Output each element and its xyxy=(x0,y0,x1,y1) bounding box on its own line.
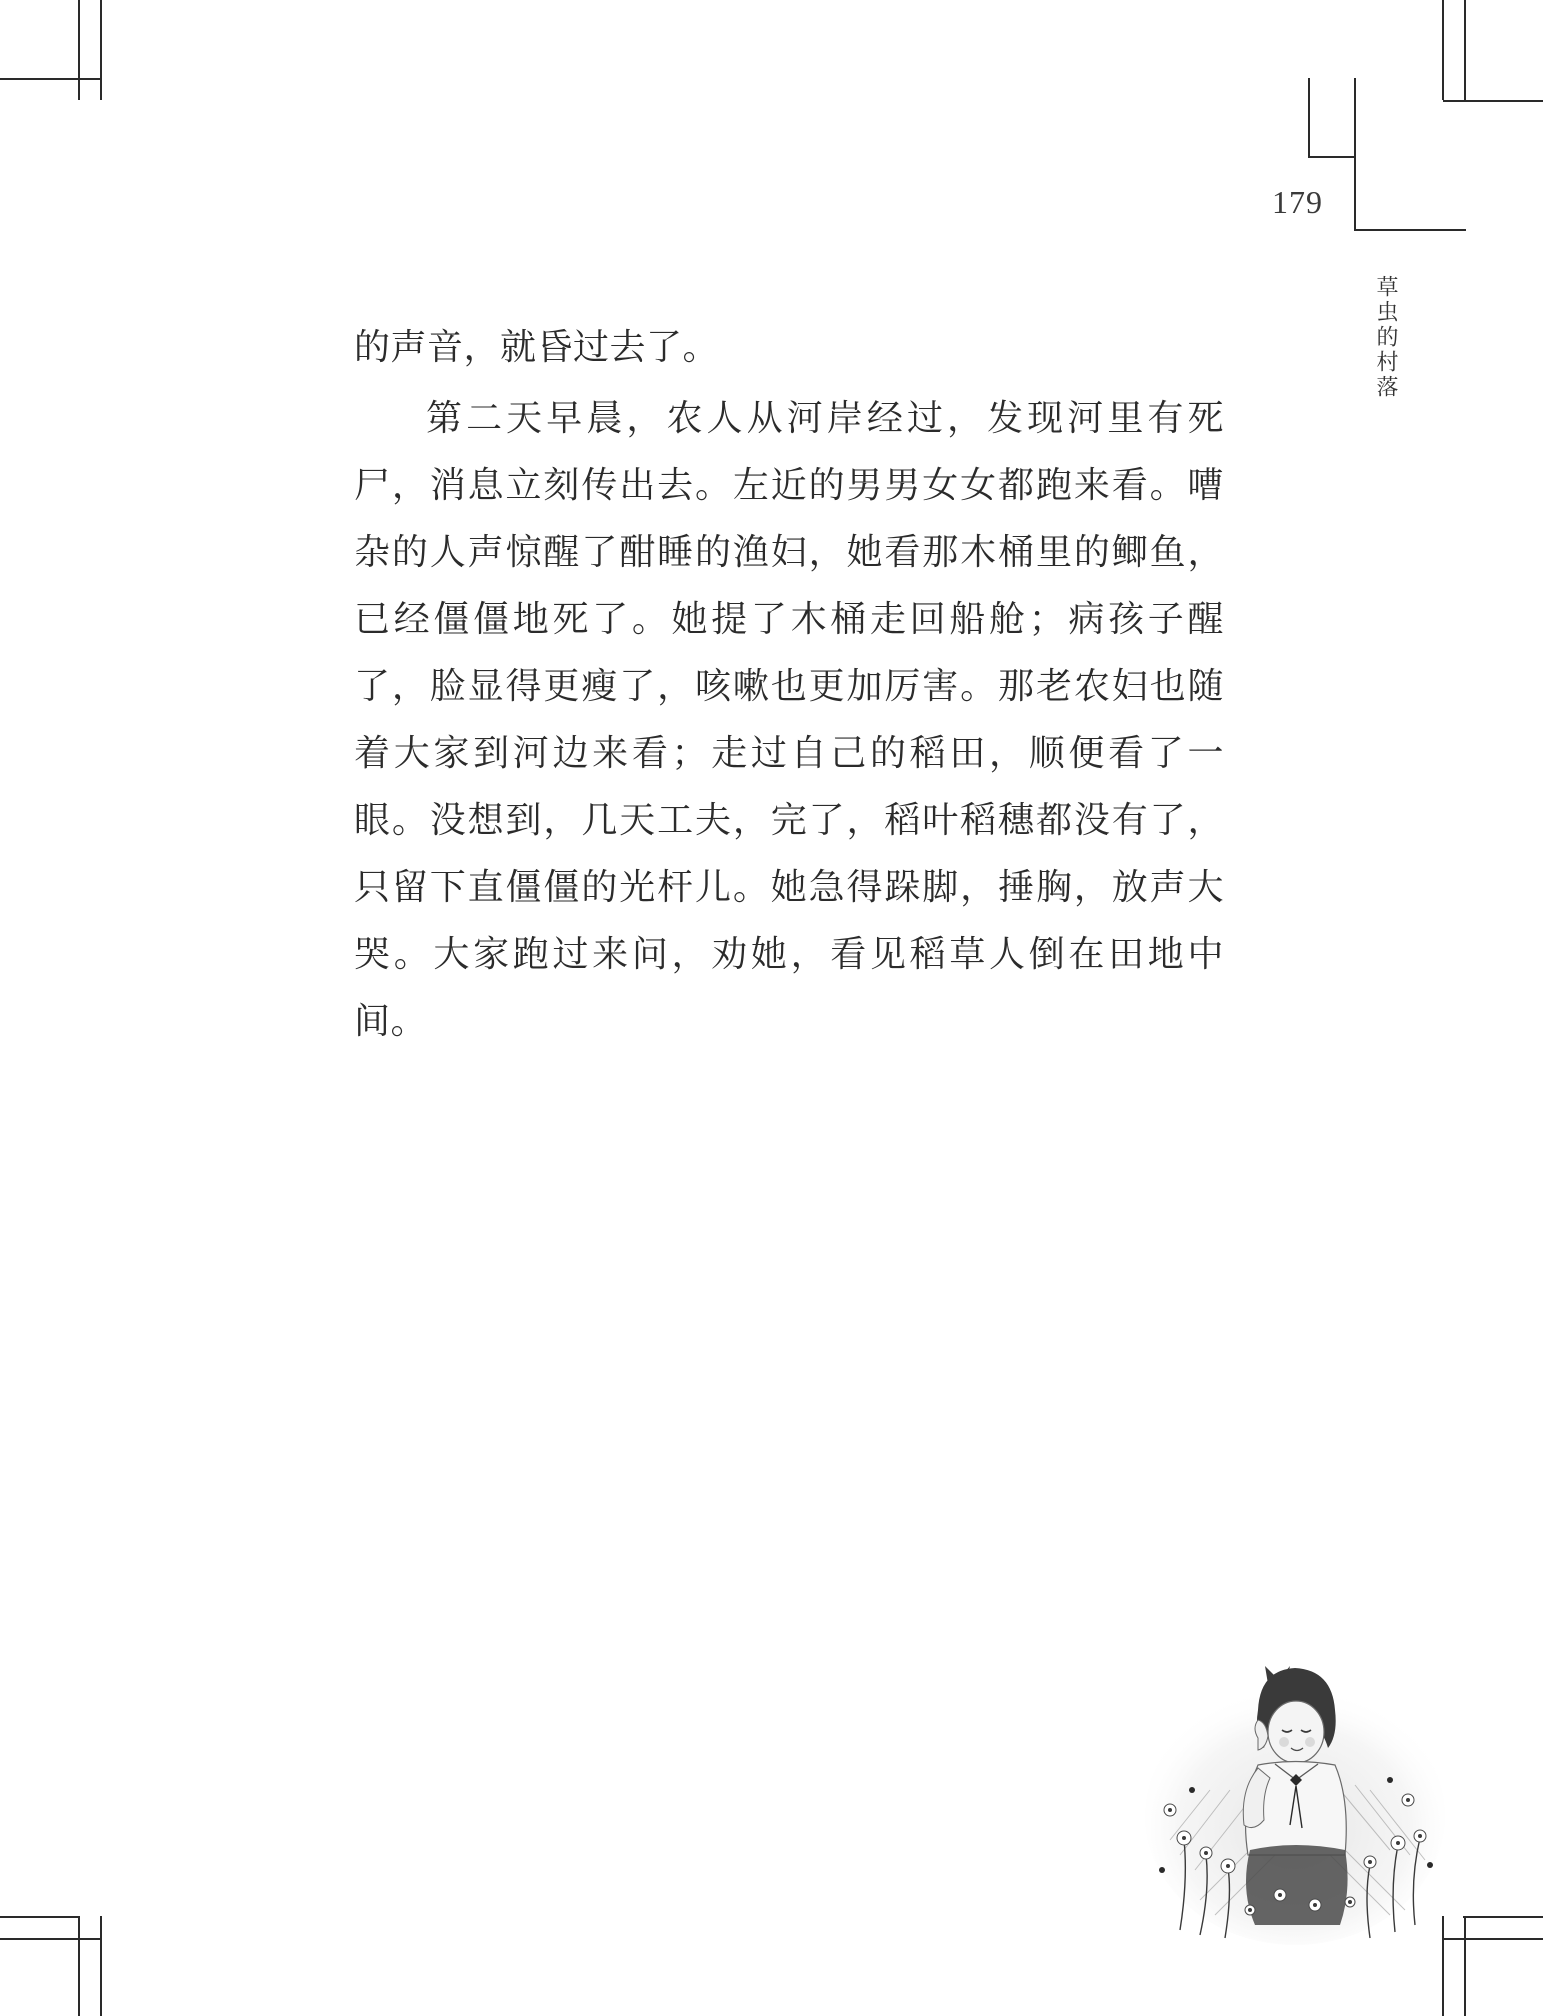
body-text xyxy=(354,314,1224,1055)
crop-mark-bottom-left-inner xyxy=(100,1916,102,2016)
crop-mark-bottom-left-horizontal xyxy=(0,1916,80,1918)
crop-mark-bottom-left-lower-horizontal xyxy=(0,1938,100,1940)
frame-line-lower-horizontal xyxy=(1354,229,1466,231)
frame-line-left-vertical xyxy=(1308,78,1310,158)
girl-in-flower-field-sketch-icon xyxy=(1140,1640,1450,1950)
frame-line-right-vertical xyxy=(1354,78,1356,230)
running-head: 草虫的村落 xyxy=(1373,275,1398,400)
crop-mark-top-right-inner xyxy=(1464,0,1466,100)
crop-mark-bottom-right-vertical xyxy=(1464,1916,1466,2016)
paragraph-continuation: 的声音，就昏过去了。 xyxy=(354,327,720,368)
crop-mark-bottom-left-vertical xyxy=(78,1916,80,2016)
page-number: 179 xyxy=(1272,184,1323,220)
crop-mark-top-left-vertical xyxy=(78,0,80,100)
paragraph: 第二天早晨，农人从河岸经过，发现河里有死尸，消息立刻传出去。左近的男男女女都跑来看。嘈杂的人声惊醒了酣睡的渔妇，她看那木桶里的鲫鱼，已经僵僵地死了。她提了木桶走回船舱；病孩子醒了，脸显得更瘦了，咳嗽也更加厉害。那老农妇也随着大家到河边来看；走过自己的稻田，顺便看了一眼。没想到，几天工夫，完了，稻叶稻穗都没有了，只留下直僵僵的光杆儿。她急得跺脚，捶胸，放声大哭。大家跑过来问，劝她，看见稻草人倒在田地中间。 xyxy=(354,398,1224,1042)
crop-mark-top-right-horizontal xyxy=(1443,100,1543,102)
crop-mark-bottom-right-lower-horizontal xyxy=(1443,1938,1543,1940)
crop-mark-top-left-inner xyxy=(100,0,102,100)
frame-line-upper-horizontal xyxy=(1308,156,1356,158)
crop-mark-top-right-vertical xyxy=(1442,0,1444,100)
crop-mark-bottom-right-horizontal xyxy=(1463,1916,1543,1918)
crop-mark-top-left-horizontal xyxy=(0,78,100,80)
